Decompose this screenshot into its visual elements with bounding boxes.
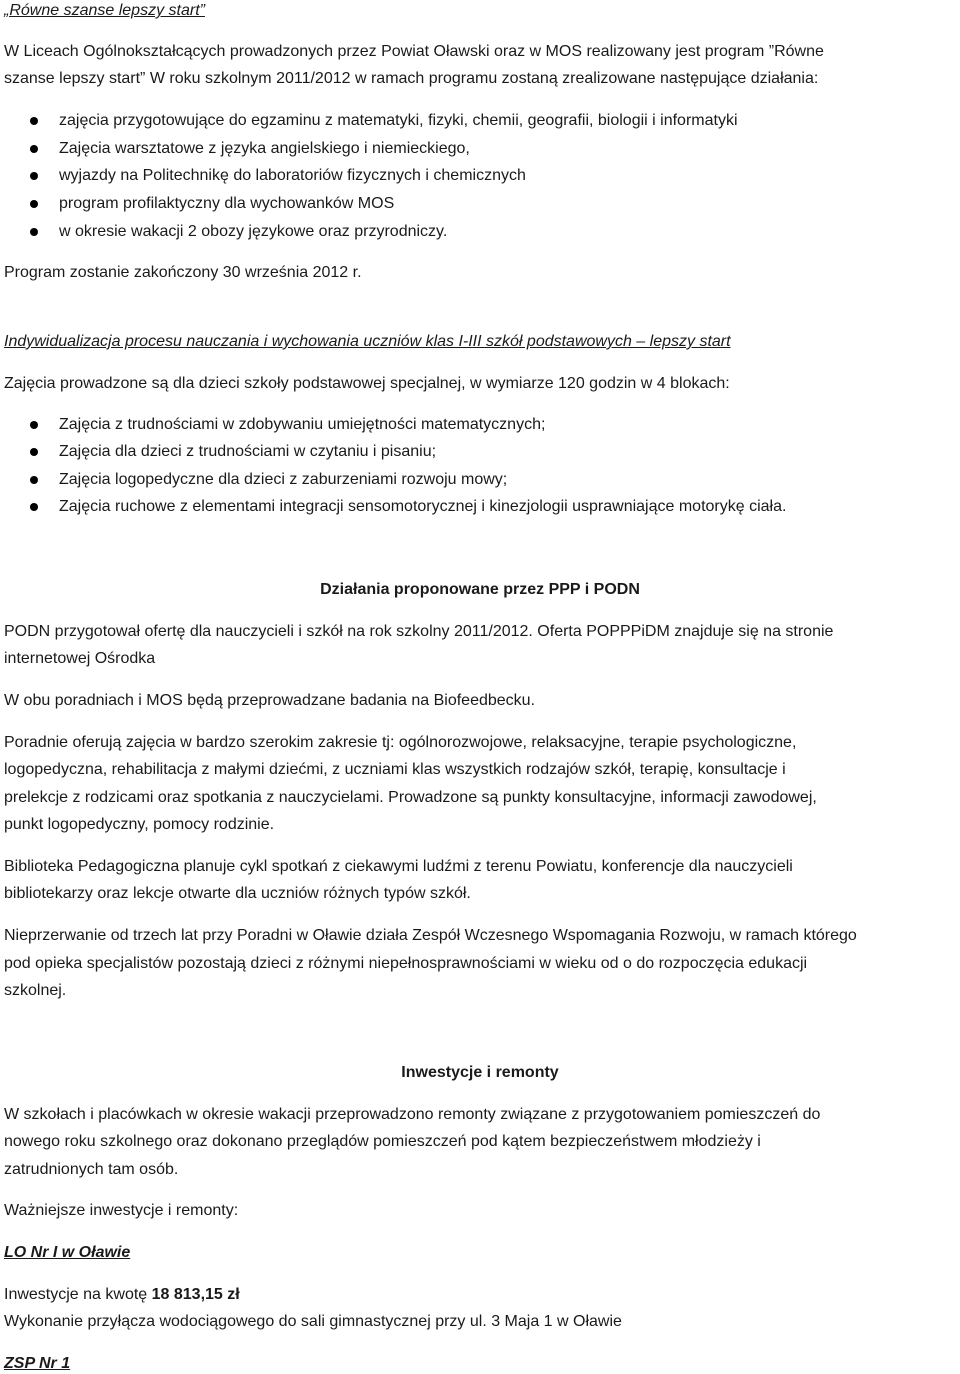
bullet-icon bbox=[30, 172, 38, 180]
section-title-dzialania: Działania proponowane przez PPP i PODN bbox=[320, 581, 640, 598]
bullet-icon bbox=[30, 117, 38, 125]
paragraph-line: W szkołach i placówkach w okresie wakacji przeprowadzono remonty związane z przygotowaniem pomieszczeń do bbox=[4, 1106, 821, 1123]
paragraph-line: logopedyczna, rehabilitacja z małymi dziećmi, z uczniami klas wszystkich rodzajów szkół, terapię, konsultacje i bbox=[4, 761, 786, 778]
bullet-icon bbox=[30, 476, 38, 484]
investment-amount-line bbox=[4, 1285, 240, 1305]
list-item-text: Zajęcia dla dzieci z trudnościami w czytaniu i pisaniu; bbox=[59, 443, 437, 460]
paragraph-line: bibliotekarzy oraz lekcje otwarte dla uczniów różnych typów szkół. bbox=[4, 885, 471, 902]
paragraph-line: prelekcje z rodzicami oraz spotkania z nauczycielami. Prowadzone są punkty konsultacyjne, informacji zawodowej, bbox=[4, 789, 817, 806]
list-item-text: zajęcia przygotowujące do egzaminu z matematyki, fizyki, chemii, geografii, biologii i informatyki bbox=[59, 112, 738, 129]
list-item-text: Zajęcia ruchowe z elementami integracji sensomotorycznej i kinezjologii usprawniające motorykę ciała. bbox=[59, 498, 787, 515]
paragraph-line: nowego roku szkolnego oraz dokonano przeglądów pomieszczeń pod kątem bezpieczeństwem młodzieży i bbox=[4, 1133, 761, 1150]
subheading-zsp-nr-1: ZSP Nr 1 bbox=[4, 1355, 71, 1372]
bullet-icon bbox=[30, 200, 38, 208]
paragraph-line: Wykonanie przyłącza wodociągowego do sali gimnastycznej przy ul. 3 Maja 1 w Oławie bbox=[4, 1313, 622, 1330]
paragraph-line: W Liceach Ogólnokształcących prowadzonych przez Powiat Oławski oraz w MOS realizowany jest program ”Równe bbox=[4, 43, 824, 60]
amount-label: Inwestycje na kwotę bbox=[4, 1286, 152, 1303]
bullet-icon bbox=[30, 421, 38, 429]
list-item-text: Zajęcia z trudnościami w zdobywaniu umiejętności matematycznych; bbox=[59, 416, 546, 433]
paragraph-line: PODN przygotował ofertę dla nauczycieli i szkół na rok szkolny 2011/2012. Oferta POPPPiDM znajduje się na stronie bbox=[4, 623, 834, 640]
bullet-icon bbox=[30, 448, 38, 456]
list-item-text: Zajęcia warsztatowe z języka angielskiego i niemieckiego, bbox=[59, 140, 470, 157]
list-item-text: w okresie wakacji 2 obozy językowe oraz przyrodniczy. bbox=[59, 223, 448, 240]
list-item-text: wyjazdy na Politechnikę do laboratoriów fizycznych i chemicznych bbox=[59, 167, 526, 184]
list-item-text: Zajęcia logopedyczne dla dzieci z zaburzeniami rozwoju mowy; bbox=[59, 471, 508, 488]
paragraph-line: internetowej Ośrodka bbox=[4, 650, 156, 667]
paragraph-line: szkolnej. bbox=[4, 982, 67, 999]
section-title-rowne-szanse: „Równe szanse lepszy start” bbox=[4, 2, 205, 19]
bullet-icon bbox=[30, 145, 38, 153]
paragraph-line: Nieprzerwanie od trzech lat przy Poradni w Oławie działa Zespół Wczesnego Wspomagania Rozwoju, w ramach którego bbox=[4, 927, 857, 944]
paragraph-line: Zajęcia prowadzone są dla dzieci szkoły podstawowej specjalnej, w wymiarze 120 godzin w 4 blokach: bbox=[4, 375, 730, 392]
paragraph-line: pod opieka specjalistów pozostają dzieci z różnymi niepełnosprawnościami w wieku od o do rozpoczęcia edukacji bbox=[4, 955, 808, 972]
amount-value: 18 813,15 zł bbox=[151, 1286, 240, 1303]
section-title-inwestycje: Inwestycje i remonty bbox=[401, 1064, 559, 1081]
section-title-indywidualizacja: Indywidualizacja procesu nauczania i wychowania uczniów klas I-III szkół podstawowych – lepszy start bbox=[4, 333, 731, 350]
bullet-icon bbox=[30, 228, 38, 236]
paragraph-line: Biblioteka Pedagogiczna planuje cykl spotkań z ciekawymi ludźmi z terenu Powiatu, konferencje dla nauczycieli bbox=[4, 858, 793, 875]
paragraph-line: Poradnie oferują zajęcia w bardzo szerokim zakresie tj: ogólnorozwojowe, relaksacyjne, terapie psychologiczne, bbox=[4, 734, 797, 751]
list-item-text: program profilaktyczny dla wychowanków MOS bbox=[59, 195, 395, 212]
paragraph-line: Program zostanie zakończony 30 września 2012 r. bbox=[4, 264, 362, 281]
subheading-lo-nr-i: LO Nr I w Oławie bbox=[4, 1244, 131, 1261]
paragraph-line: zatrudnionych tam osób. bbox=[4, 1161, 179, 1178]
paragraph-line: punkt logopedyczny, pomocy rodzinie. bbox=[4, 816, 275, 833]
paragraph-line: szanse lepszy start” W roku szkolnym 2011/2012 w ramach programu zostaną zrealizowane następujące działania: bbox=[4, 70, 819, 87]
bullet-icon bbox=[30, 503, 38, 511]
paragraph-line: Ważniejsze inwestycje i remonty: bbox=[4, 1202, 239, 1219]
paragraph-line: W obu poradniach i MOS będą przeprowadzane badania na Biofeedbecku. bbox=[4, 692, 536, 709]
